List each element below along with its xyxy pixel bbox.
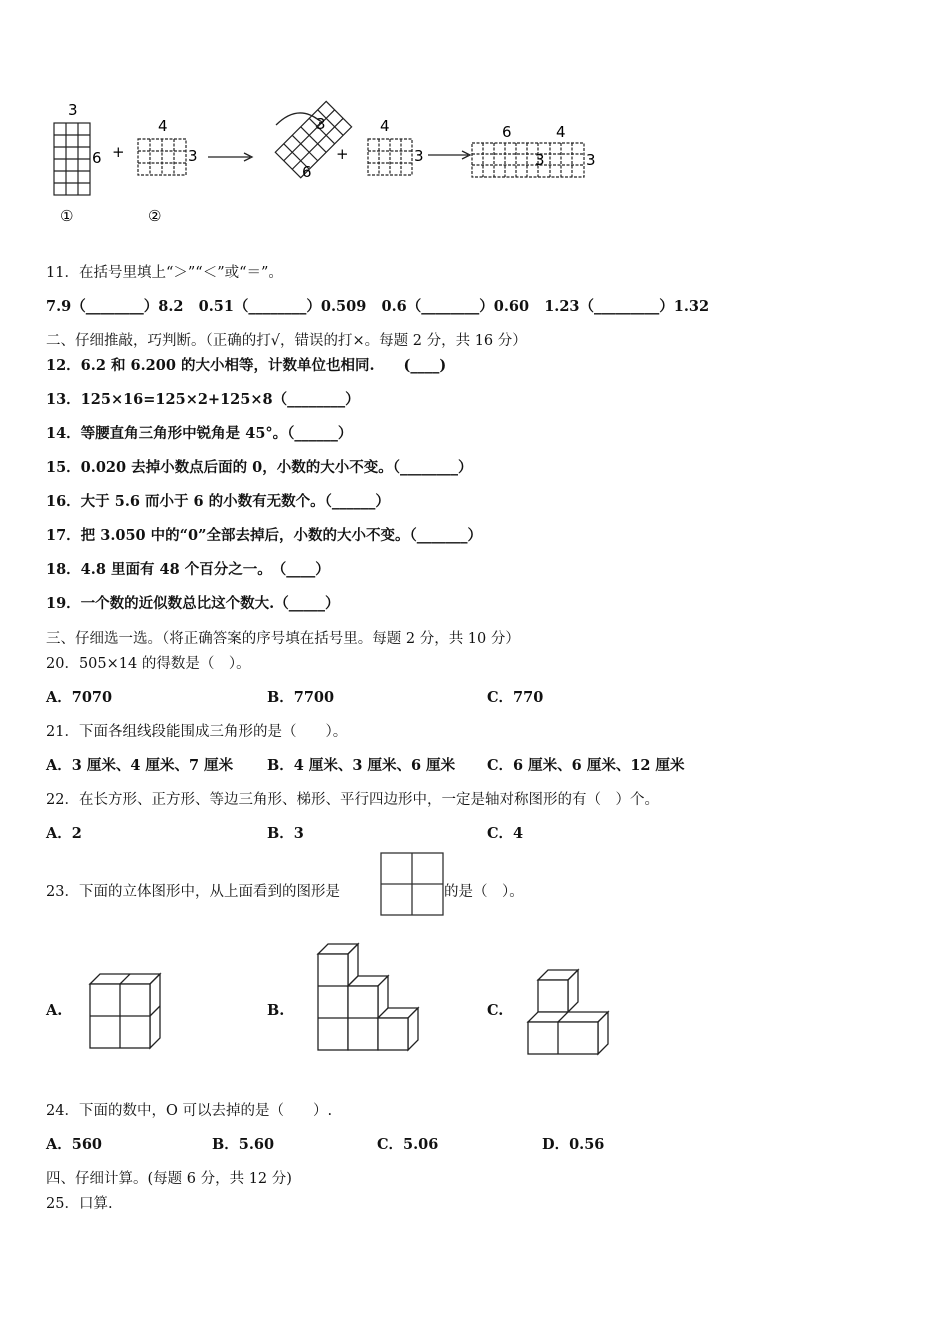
cube-figure-b <box>316 940 424 1054</box>
q11-item-1: 7.9（________）8.2 <box>46 298 184 315</box>
q23-text-before: 23．下面的立体图形中，从上面看到的图形是 <box>46 884 340 900</box>
q15: 15．0.020 去掉小数点后面的 0，小数的大小不变。（________） <box>46 459 473 476</box>
grid-4-top-label: 4 <box>380 117 390 135</box>
grid-2-top-label: 4 <box>158 117 168 135</box>
q20-option-a: A．7070 <box>46 689 113 706</box>
grid-rotation-figure <box>40 95 620 230</box>
q16: 16．大于 5.6 而小于 6 的小数有无数个。（______） <box>46 493 390 510</box>
caption-1: ① <box>60 207 74 225</box>
grid-2 <box>138 139 186 175</box>
q21-text: 21．下面各组线段能围成三角形的是（ ）。 <box>46 724 348 740</box>
q22-text: 22．在长方形、正方形、等边三角形、梯形、平行四边形中，一定是轴对称图形的有（ ）个。 <box>46 792 659 808</box>
grid-2-side-label: 3 <box>188 147 198 165</box>
grid-5-combined <box>472 143 584 177</box>
section4-header: 四、仔细计算。(每题 6 分，共 12 分) <box>46 1171 292 1187</box>
q21-option-b: B．4 厘米、3 厘米、6 厘米 <box>267 757 456 774</box>
grid-1-top-label: 3 <box>68 101 78 119</box>
arrow-1 <box>208 153 252 161</box>
section2-header: 二、仔细推敲，巧判断。（正确的打√，错误的打×。每题 2 分，共 16 分） <box>46 333 527 349</box>
q23-text-after: 的是（ ）。 <box>444 884 524 900</box>
q22-option-b: B．3 <box>267 825 304 842</box>
q11-items <box>46 295 709 316</box>
q22-option-c: C．4 <box>487 825 524 842</box>
grid-5-label-6: 6 <box>502 123 512 141</box>
q24-option-a: A．560 <box>46 1136 103 1153</box>
caption-2: ② <box>148 207 162 225</box>
grid-4 <box>368 139 412 175</box>
q19: 19．一个数的近似数总比这个数大.（_____） <box>46 595 340 612</box>
q13: 13．125×16=125×2+125×8（________） <box>46 391 360 408</box>
q20-option-b: B．7700 <box>267 689 335 706</box>
q24-option-c: C．5.06 <box>377 1136 439 1153</box>
q24-text: 24．下面的数中，O 可以去掉的是（ ）. <box>46 1103 333 1119</box>
q20-option-c: C．770 <box>487 689 544 706</box>
grid-3-side-label: 6 <box>302 163 312 181</box>
q22-option-a: A．2 <box>46 825 82 842</box>
top-view-square-icon <box>380 852 444 916</box>
q11-item-2: 0.51（________）0.509 <box>198 298 367 315</box>
q24-option-d: D．0.56 <box>542 1136 605 1153</box>
q11-item-3: 0.6（________）0.60 <box>381 298 530 315</box>
q18: 18．4.8 里面有 48 个百分之一。 （____） <box>46 561 330 578</box>
q21-option-c: C．6 厘米、6 厘米、12 厘米 <box>487 757 685 774</box>
section3-header: 三、仔细选一选。（将正确答案的序号填在括号里。每题 2 分，共 10 分） <box>46 631 520 647</box>
q12: 12．6.2 和 6.200 的大小相等，计数单位也相同. (____) <box>46 357 447 374</box>
q23-option-c: C. <box>487 1002 504 1019</box>
q23-option-b: B. <box>267 1002 285 1019</box>
grid-5-label-4: 4 <box>556 123 566 141</box>
plus-sign: + <box>112 143 125 161</box>
q14: 14．等腰直角三角形中锐角是 45°。（______） <box>46 425 353 442</box>
cube-figure-c <box>526 966 614 1058</box>
grid-1-side-label: 6 <box>92 149 102 167</box>
grid-5-side-label: 3 <box>586 151 596 169</box>
plus-sign-2: + <box>336 145 349 163</box>
grid-1 <box>54 123 90 195</box>
grid-3-top-label: 3 <box>316 115 326 133</box>
q21-option-a: A．3 厘米、4 厘米、7 厘米 <box>46 757 234 774</box>
grid-4-side-label: 3 <box>414 147 424 165</box>
q20-text: 20．505×14 的得数是（ ）。 <box>46 656 251 672</box>
q23-option-a: A. <box>46 1002 63 1019</box>
q11-item-4: 1.23（_________）1.32 <box>544 298 710 315</box>
q11-text: 11．在括号里填上“＞”“＜”或“＝”。 <box>46 265 283 281</box>
arrow-2 <box>428 151 470 159</box>
grid-3-rotated <box>275 101 351 177</box>
q25-text: 25．口算. <box>46 1196 113 1212</box>
grid-5-mid-label: 3 <box>535 151 545 169</box>
q24-option-b: B．5.60 <box>212 1136 275 1153</box>
cube-figure-a <box>88 970 164 1052</box>
q17: 17．把 3.050 中的“0”全部去掉后，小数的大小不变。（_______） <box>46 527 482 544</box>
